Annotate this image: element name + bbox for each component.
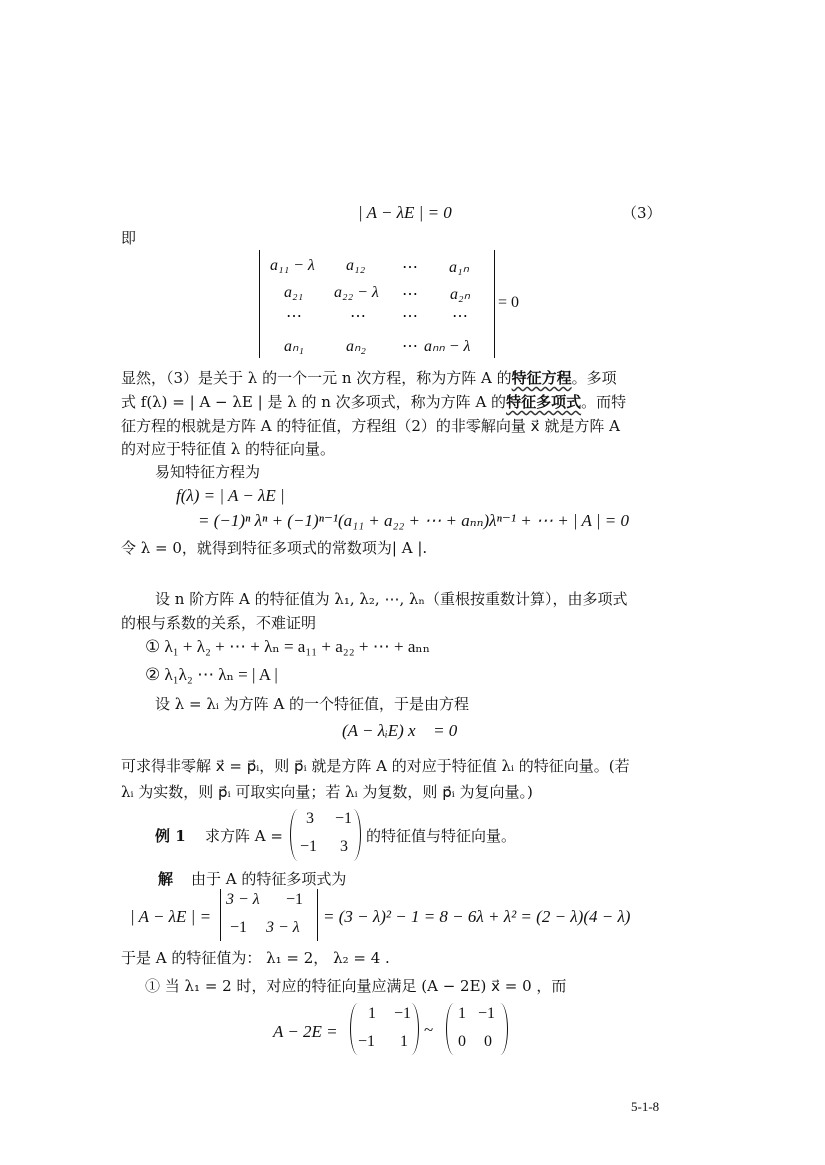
- matrix-cell: 3: [340, 838, 348, 855]
- right-paren: [497, 1003, 508, 1055]
- formula-expansion: = (−1)ⁿ λⁿ + (−1)ⁿ⁻¹(a₁₁ + a₂₂ + ⋯ + aₙₙ)λⁿ⁻¹ + ⋯ + | A | = 0: [198, 511, 630, 530]
- page-number: 5-1-8: [631, 1099, 660, 1114]
- matrix-cell: 1: [458, 1005, 466, 1022]
- para3-line1: 设 n 阶方阵 A 的特征值为 λ₁, λ₂, ⋯, λₙ（重根按重数计算），由多项式: [155, 590, 628, 608]
- right-paren: [350, 809, 361, 861]
- det-cell: −1: [286, 891, 304, 908]
- left-paren: [446, 1003, 457, 1055]
- eigen-equation: (A − λᵢE) x⃗ = 0: [342, 721, 458, 740]
- property-1: ① λ₁ + λ₂ + ⋯ + λₙ = a₁₁ + a₂₂ + ⋯ + aₙₙ: [145, 637, 431, 656]
- property-2: ② λ₁λ₂ ⋯ λₙ = | A |: [145, 665, 278, 684]
- det-cell: aₙ₁: [284, 338, 304, 355]
- solution-lhs: | A − λE | =: [130, 907, 212, 926]
- formula-f: f(λ) = | A − λE |: [176, 486, 285, 505]
- equation-3: | A − λE | = 0: [358, 203, 452, 222]
- det-cell: ⋯: [402, 338, 418, 355]
- para1-line1: 显然，（3）是关于 λ 的一个一元 n 次方程，称为方阵 A 的特征方程。多项: [121, 369, 617, 387]
- term-characteristic-polynomial: 特征多项式: [506, 393, 582, 411]
- example-text-a: 求方阵 A =: [205, 827, 283, 845]
- matrix-cell: 1: [400, 1033, 408, 1050]
- example-text-b: 的特征值与特征向量。: [366, 827, 517, 845]
- solution-line1: 由于 A 的特征多项式为: [191, 870, 347, 888]
- det-cell: aₙ₂: [346, 338, 366, 355]
- det-cell: ⋯: [402, 259, 418, 276]
- det-rhs: = 0: [498, 294, 520, 311]
- right-paren: [408, 1003, 419, 1055]
- matrix-cell: −1: [394, 1005, 412, 1022]
- matrix-cell: 0: [484, 1033, 492, 1050]
- para3-line4: 可求得非零解 x⃗ = p⃗ᵢ，则 p⃗ᵢ 就是方阵 A 的对应于特征值 λᵢ 的特征向量。(若: [121, 757, 630, 775]
- det-cell: 3 − λ: [266, 919, 300, 936]
- ji-text: 即: [121, 229, 137, 247]
- matrix-cell: 1: [368, 1005, 376, 1022]
- det-cell: a₁ₙ: [449, 259, 469, 276]
- det-cell: a₂₂ − λ: [334, 284, 379, 301]
- para1-line2: 式 f(λ) = | A − λE | 是 λ 的 n 次多项式，称为方阵 A 的特征多项式。而特: [121, 393, 627, 411]
- term-characteristic-equation: 特征方程: [511, 369, 572, 387]
- matrix-cell: −1: [478, 1005, 496, 1022]
- det-cell: a₁₁ − λ: [270, 257, 315, 274]
- matrix-cell: 0: [458, 1033, 466, 1050]
- det-cell: ⋯: [286, 308, 302, 325]
- matrix-cell: −1: [335, 810, 353, 827]
- det-cell: aₙₙ − λ: [424, 338, 471, 355]
- det-cell: ⋯: [402, 286, 418, 303]
- matrix-cell: −1: [300, 838, 318, 855]
- para3-line5: λᵢ 为实数，则 p⃗ᵢ 可取实向量；若 λᵢ 为复数，则 p⃗ᵢ 为复向量。): [121, 783, 533, 801]
- solution-label: 解: [158, 870, 174, 888]
- equation-number: （3）: [622, 204, 662, 222]
- solution-rhs: = (3 − λ)² − 1 = 8 − 6λ + λ² = (2 − λ)(4 − λ): [323, 907, 631, 926]
- det-cell: 3 − λ: [226, 891, 260, 908]
- det-cell: ⋯: [402, 308, 418, 325]
- para3-line2: 的根与系数的关系，不难证明: [121, 614, 317, 632]
- para2-conclusion: 令 λ = 0，就得到特征多项式的常数项为| A |.: [121, 539, 428, 557]
- matrix-lhs: A − 2E =: [273, 1022, 338, 1041]
- tilde-sign: ~: [424, 1020, 434, 1039]
- det-cell: a₁₂: [346, 257, 366, 274]
- det-cell: ⋯: [350, 308, 366, 325]
- example-label: 例 1: [155, 827, 186, 845]
- eigenvalues-line: 于是 A 的特征值为： λ₁ = 2， λ₂ = 4 .: [121, 949, 390, 967]
- para1-line4: 的对应于特征值 λ 的特征向量。: [121, 440, 336, 458]
- matrix-cell: −1: [358, 1033, 376, 1050]
- det-cell: ⋯: [452, 308, 468, 325]
- para2-intro: 易知特征方程为: [155, 463, 261, 481]
- para3-line3: 设 λ = λᵢ 为方阵 A 的一个特征值，于是由方程: [155, 695, 470, 713]
- det-cell: a₂ₙ: [450, 286, 470, 303]
- para1-line3: 征方程的根就是方阵 A 的特征值，方程组（2）的非零解向量 x⃗ 就是方阵 A: [121, 417, 620, 435]
- matrix-cell: 3: [306, 810, 314, 827]
- det-cell: a₂₁: [284, 284, 304, 301]
- case1-line: ① 当 λ₁ = 2 时，对应的特征向量应满足 (A − 2E) x⃗ = 0 ，而: [145, 977, 567, 995]
- det-cell: −1: [230, 919, 248, 936]
